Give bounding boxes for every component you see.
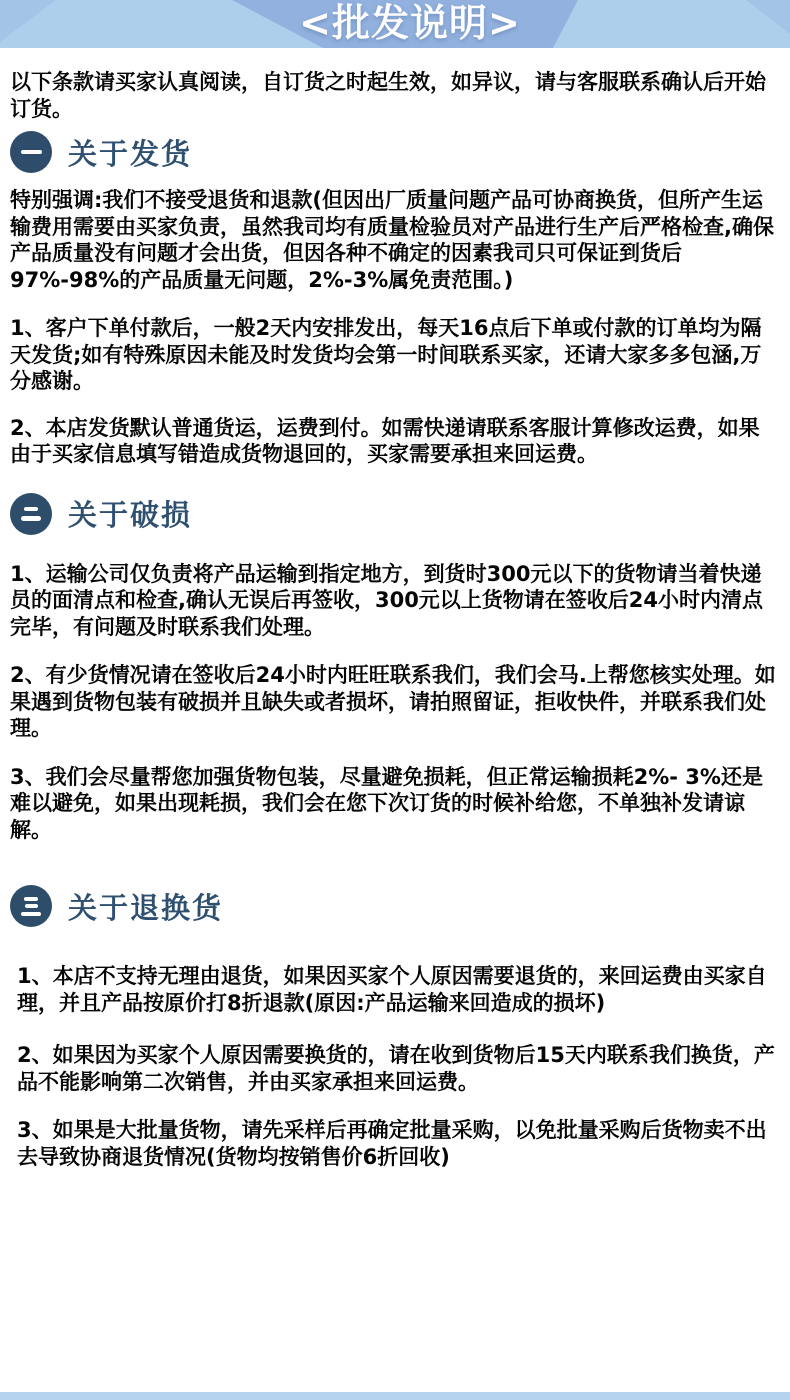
- number-three-icon: [21, 897, 41, 916]
- intro-text: 以下条款请买家认真阅读，自订货之时起生效，如异议，请与客服联系确认后开始订货。: [10, 70, 766, 121]
- section-returns: [0, 885, 790, 1170]
- section-title: 关于退换货: [68, 890, 224, 925]
- section-damage-header: [0, 493, 790, 535]
- number-two-icon: [21, 507, 41, 521]
- paragraph: 2、如果因为买家个人原因需要换货的，请在收到货物后15天内联系我们换货，产品不能影响第二次销售，并由买家承担来回运费。: [17, 1043, 775, 1094]
- footer-bar: [0, 1392, 790, 1400]
- paragraph: 1、运输公司仅负责将产品运输到指定地方，到货时300元以下的货物请当着快递员的面清点和检查,确认无误后再签收，300元以上货物请在签收后24小时内清点完毕，有问题及时联系我们处理。: [10, 561, 764, 639]
- paragraph: 2、有少货情况请在签收后24小时内旺旺联系我们，我们会马.上帮您核实处理。如果遇到货物包装有破损并且缺失或者损坏，请拍照留证，拒收快件，并联系我们处理。: [10, 663, 776, 740]
- number-one-icon: [21, 150, 42, 155]
- paragraph: 3、如果是大批量货物，请先采样后再确定批量采购，以免批量采购后货物卖不出去导致协商退货情况(货物均按销售价6折回收): [17, 1118, 767, 1169]
- paragraph: 1、本店不支持无理由退货，如果因买家个人原因需要退货的，来回运费由买家自理，并且产品按原价打8折退款(原因:产品运输来回造成的损坏): [17, 964, 767, 1015]
- section-shipping-header: [0, 131, 790, 173]
- section-one-badge-icon: [10, 131, 52, 173]
- section-title: 关于发货: [68, 136, 193, 171]
- section-title: 关于破损: [68, 498, 193, 532]
- section-three-badge-icon: [10, 885, 52, 927]
- paragraph: 2、本店发货默认普通货运，运费到付。如需快递请联系客服计算修改运费，如果由于买家信息填写错造成货物退回的，买家需要承担来回运费。: [10, 415, 760, 466]
- paragraph: 1、客户下单付款后，一般2天内安排发出，每天16点后下单或付款的订单均为隔天发货;如有特殊原因未能及时发货均会第一时间联系买家，还请大家多多包涵,万分感谢。: [10, 316, 762, 393]
- paragraph: 特别强调:我们不接受退货和退款(但因出厂质量问题产品可协商换货，但所产生运输费用需要由买家负责，虽然我司均有质量检验员对产品进行生产后严格检查,确保产品质量没有问题才会出货，但因各种不确定的因素我司只可保证到货后97%-98%的产品质量无问题，2%-3%属免责范围。): [10, 188, 774, 292]
- section-two-badge-icon: [10, 493, 52, 535]
- banner: [0, 0, 790, 48]
- section-returns-header: [0, 885, 790, 927]
- section-shipping: [0, 131, 790, 468]
- paragraph: 3、我们会尽量帮您加强货物包装，尽量避免损耗，但正常运输损耗2%- 3%还是难以避免，如果出现耗损，我们会在您下次订货的时候补给您，不单独补发请谅解。: [10, 764, 763, 842]
- section-damage: [0, 493, 790, 844]
- page-title: <批发说明>: [299, 1, 521, 45]
